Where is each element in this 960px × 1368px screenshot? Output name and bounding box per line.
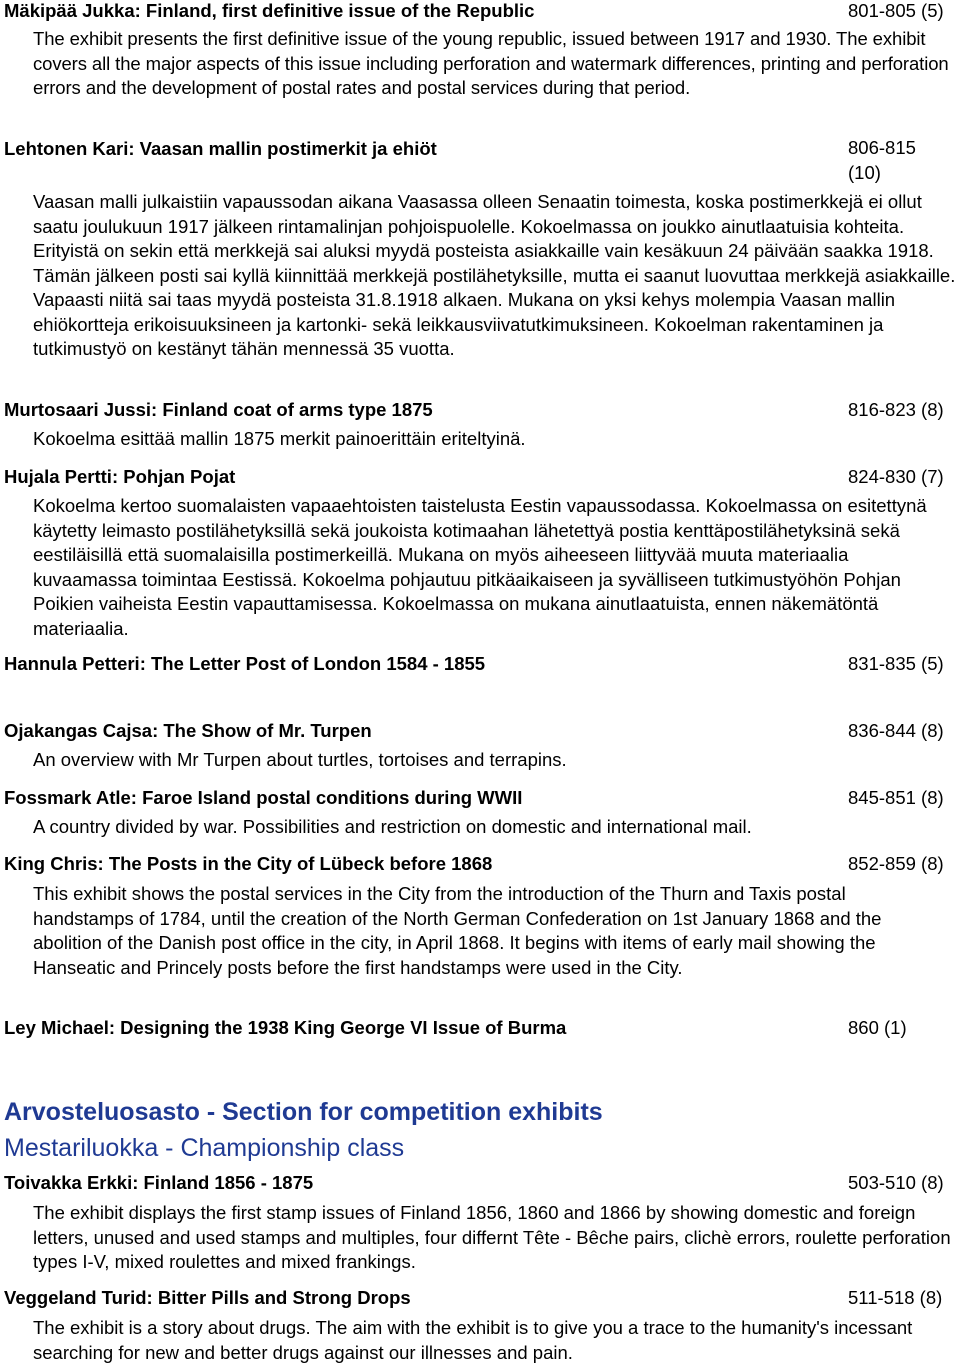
frame-numbers: 503-510 (8): [848, 1172, 944, 1193]
frame-numbers: 845-851 (8): [848, 787, 944, 808]
exhibit-description: The exhibit presents the first definitive issue of the young republic, issued between 1917 and 1930. The exhibit covers all the major aspects of this issue including perforation and watermark differences, printing and perforation errors and the development of postal rates and postal services during that period.: [33, 28, 949, 98]
exhibit-description: Kokoelma kertoo suomalaisten vapaaehtoisten taistelusta Eestin vapaussodassa. Kokoelmassa on esitettynä käytetty leimasto postilähetyksillä sekä joukoista kotimaahan lähetettyä postia kenttäpostilähetyksinä sekä eestiläisillä että suomalaisilla postimerkeillä. Mukana on myös aiheeseen liittyvää muuta materiaalia kuvaamassa toimintaa Eestissä. Kokoelma pohjautuu pitkäaikaiseen ja syvälliseen tutkimustyöhön Pohjan Poikien vaiheista Eestin vapauttamisessa. Kokoelmassa on mukana ainutlaatuista, ennen näkemätöntä materiaalia.: [33, 495, 927, 639]
exhibit-title: Mäkipää Jukka: Finland, first definitive issue of the Republic: [4, 0, 535, 21]
exhibit-title: Toivakka Erkki: Finland 1856 - 1875: [4, 1172, 314, 1193]
frame-numbers: 831-835 (5): [848, 653, 944, 674]
exhibit-description: Vaasan malli julkaistiin vapaussodan aikana Vaasassa olleen Senaatin toimesta, koska postimerkkejä ei ollut saatu joulukuun 1917 jälkeen rintamalinjan pohjoispuolelle. Kokoelmassa on joukko ainutlaatuisia kohteita. Erityistä on sekin että merkkejä sai aluksi myydä posteista asiakkaille vain kesäkuun 24 päivään saakka 1918. Tämän jälkeen posti sai kyllä kiinnittää merkkejä postilähetyksille, mutta ei saanut luovuttaa merkkejä asiakkaille. Vapaasti niitä sai taas myydä posteista 31.8.1918 alkaen. Mukana on yksi kehys molempia Vaasan mallin ehiökortteja erikoisuuksineen ja kartonki- sekä leikkausviivatutkimuksineen. Kokoelman rakentaminen ja tutkimustyö on kestänyt tähän mennessä 35 vuotta.: [33, 191, 956, 359]
exhibit-title: Murtosaari Jussi: Finland coat of arms type 1875: [4, 399, 433, 420]
frame-numbers: 824-830 (7): [848, 466, 944, 487]
exhibit-description: The exhibit displays the first stamp issues of Finland 1856, 1860 and 1866 by showing domestic and foreign letters, unused and used stamps and multiples, four differnt Tête - Bêche pairs, clichè errors, roulette perforation types I-V, mixed roulettes and mixed frankings.: [33, 1202, 951, 1272]
frame-numbers: 836-844 (8): [848, 720, 944, 741]
frame-numbers: 816-823 (8): [848, 399, 944, 420]
exhibit-title: King Chris: The Posts in the City of Lübeck before 1868: [4, 853, 493, 874]
exhibit-description: An overview with Mr Turpen about turtles, tortoises and terrapins.: [33, 749, 567, 770]
exhibit-title: Lehtonen Kari: Vaasan mallin postimerkit ja ehiöt: [4, 138, 437, 159]
section-title: Arvosteluosasto - Section for competition exhibits: [4, 1098, 603, 1126]
exhibit-description: The exhibit is a story about drugs. The aim with the exhibit is to give you a trace to the humanity's incessant searching for new and better drugs against our illnesses and pain.: [33, 1317, 913, 1363]
exhibit-title: Hannula Petteri: The Letter Post of London 1584 - 1855: [4, 653, 486, 674]
class-title: Mestariluokka - Championship class: [4, 1134, 405, 1162]
exhibit-description: A country divided by war. Possibilities and restriction on domestic and international mail.: [33, 816, 752, 837]
frame-numbers: 801-805 (5): [848, 0, 944, 21]
exhibit-description: Kokoelma esittää mallin 1875 merkit painoerittäin eriteltyinä.: [33, 428, 526, 449]
exhibit-title: Ley Michael: Designing the 1938 King George VI Issue of Burma: [4, 1017, 567, 1038]
exhibit-title: Fossmark Atle: Faroe Island postal conditions during WWII: [4, 787, 523, 808]
exhibit-title: Hujala Pertti: Pohjan Pojat: [4, 466, 236, 487]
frame-numbers: 860 (1): [848, 1017, 907, 1038]
frame-numbers: 511-518 (8): [848, 1287, 943, 1308]
frame-numbers: 806-815 (10): [848, 137, 916, 183]
exhibit-description: This exhibit shows the postal services in the City from the introduction of the Thurn and Taxis postal handstamps of 1784, until the creation of the North German Confederation on 1st January 1868 and the abolition of the Danish post office in the city, in April 1868. It begins with items of early mail showing the Hanseatic and Princely posts before the first handstamps were used in the City.: [33, 883, 882, 978]
exhibit-title: Veggeland Turid: Bitter Pills and Strong Drops: [4, 1287, 411, 1308]
exhibit-title: Ojakangas Cajsa: The Show of Mr. Turpen: [4, 720, 372, 741]
frame-numbers: 852-859 (8): [848, 853, 944, 874]
